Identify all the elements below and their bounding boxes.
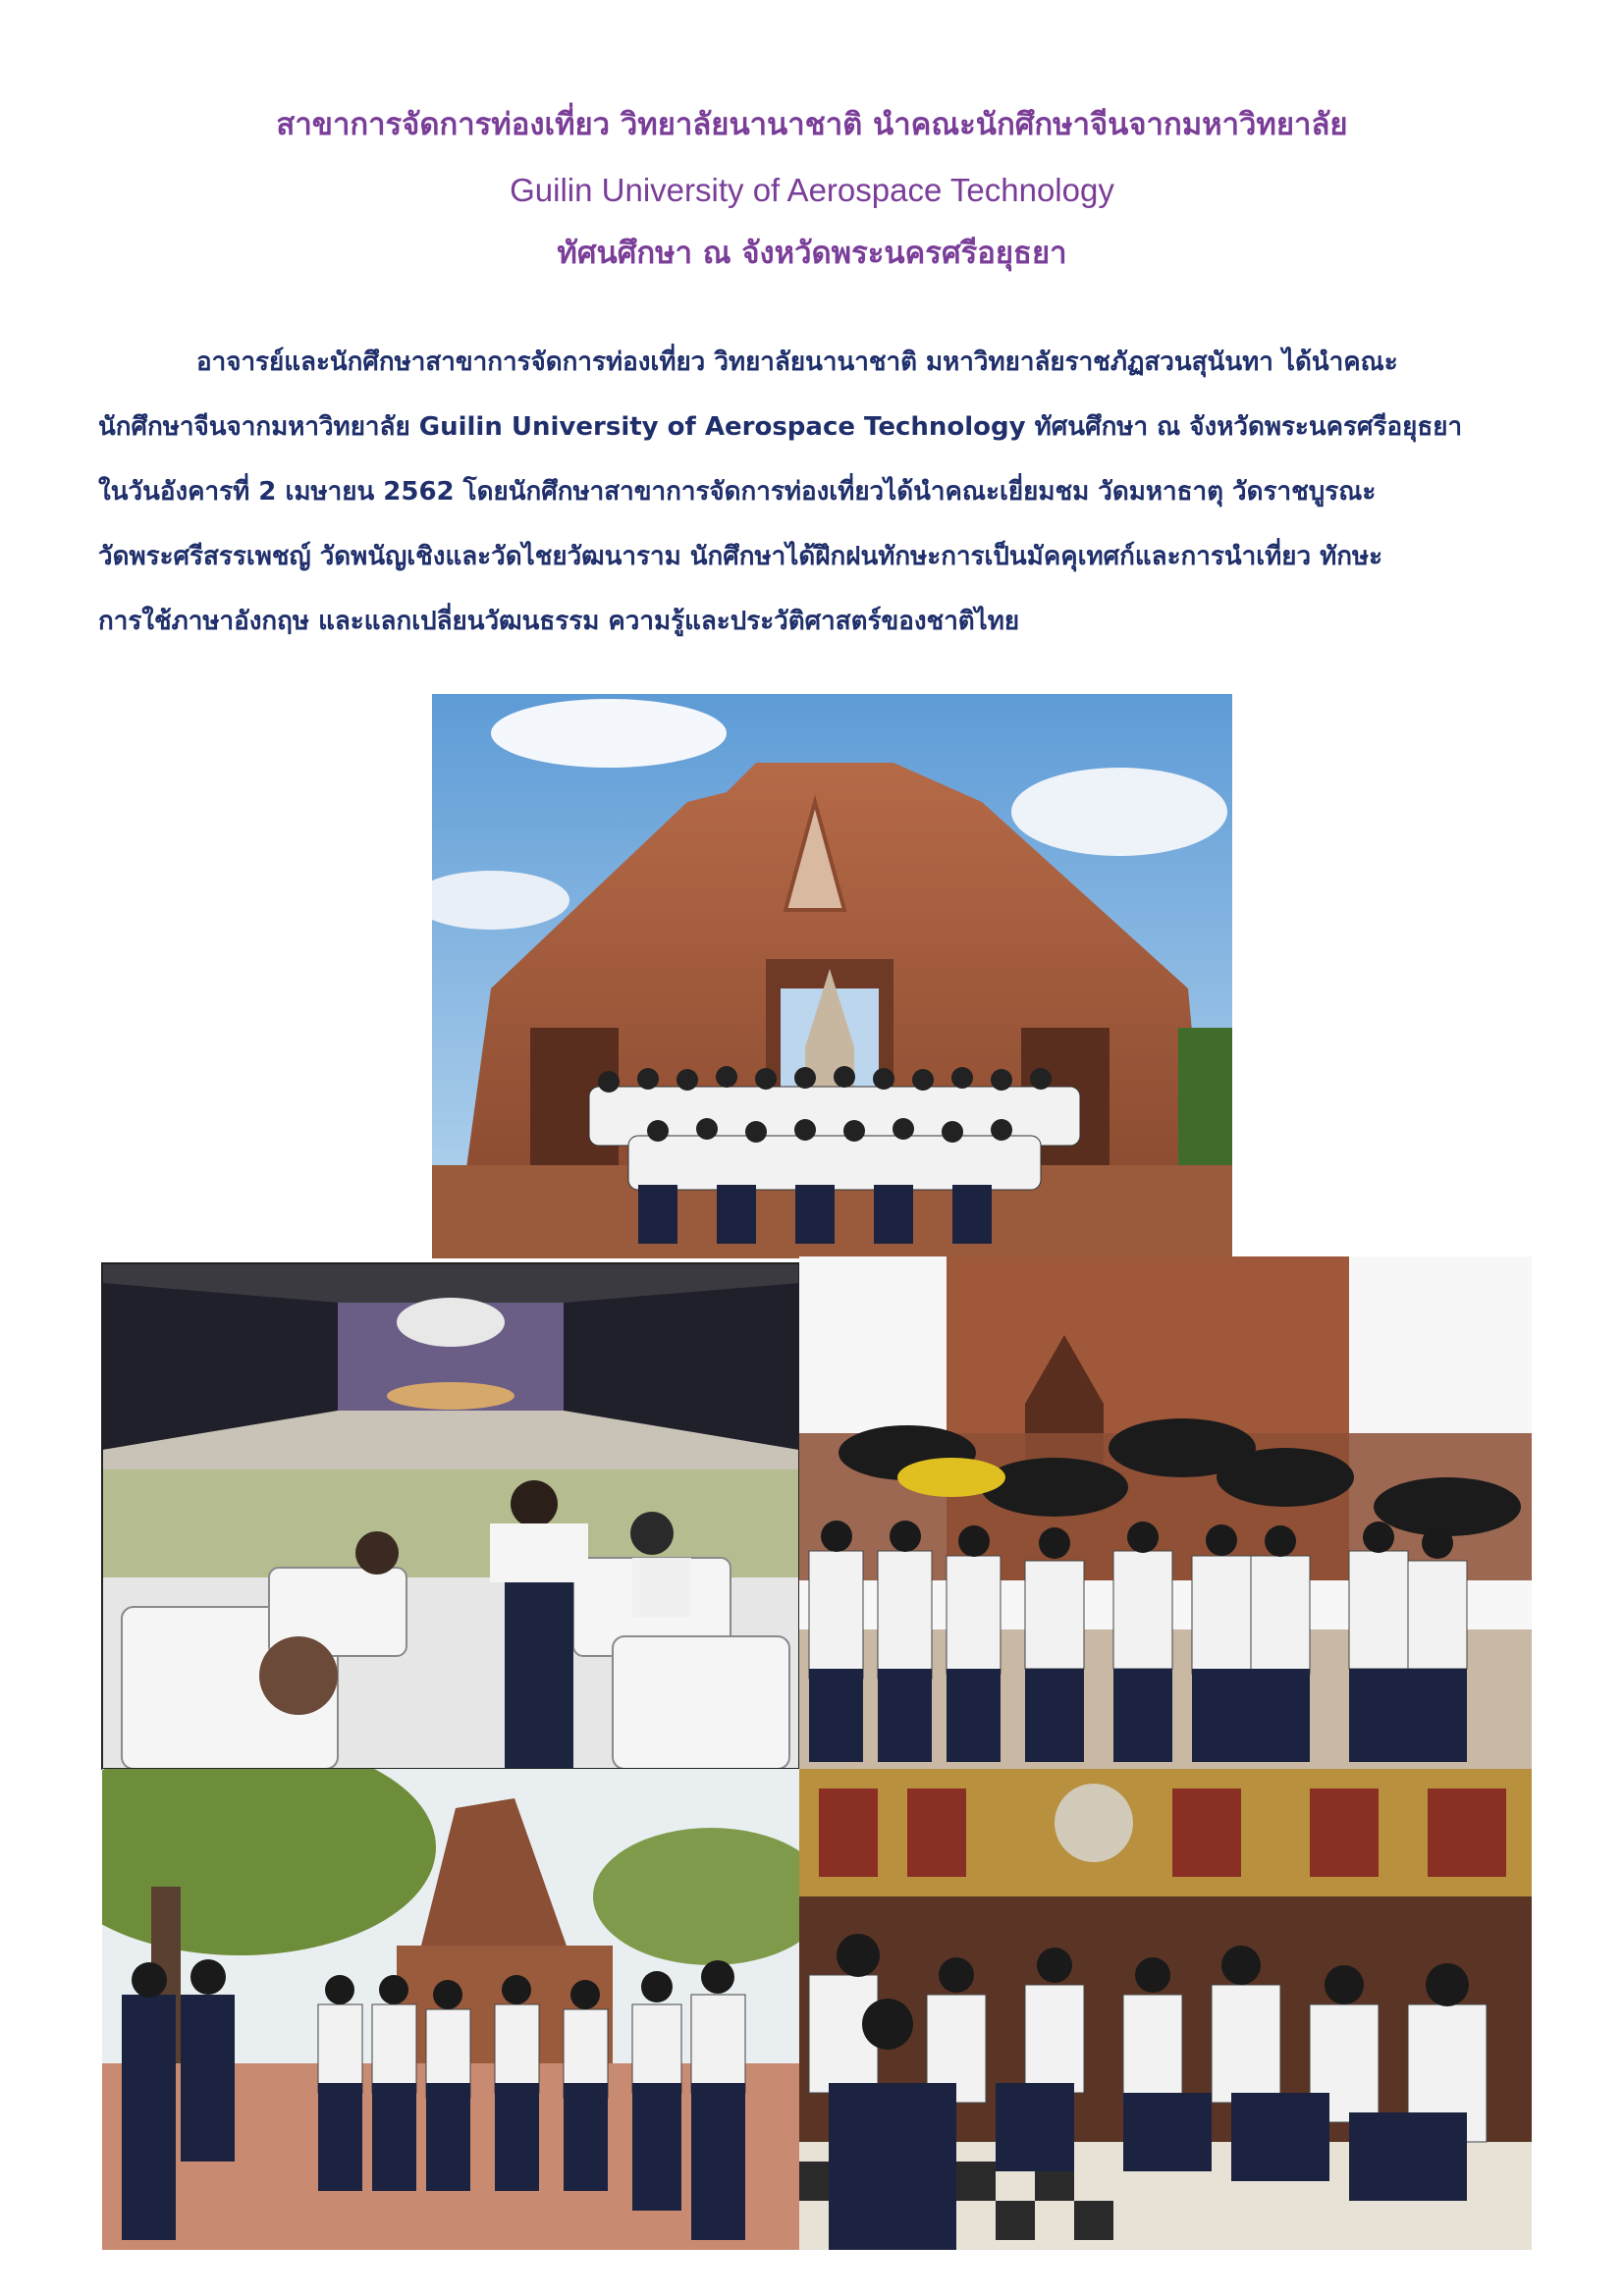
- article-line: ในวันอังคารที่ 2 เมษายน 2562 โดยนักศึกษาสาขาการจัดการท่องเที่ยวได้นำคณะเยี่ยมชม วัดมหาธาตุ วัดราชบูรณะ: [98, 477, 1377, 507]
- park-group-photo: [102, 1769, 799, 2250]
- bus-interior-photo: [102, 1263, 799, 1769]
- article-line: การใช้ภาษาอังกฤษ และแลกเปลี่ยนวัฒนธรรม ความรู้และประวัติศาสตร์ของชาติไทย: [98, 607, 1020, 636]
- title-line-2: Guilin University of Aerospace Technology: [510, 172, 1114, 208]
- article-line: อาจารย์และนักศึกษาสาขาการจัดการท่องเที่ยว วิทยาลัยนานาชาติ มหาวิทยาลัยราชภัฏสวนสุนันทา ได้นำคณะ: [196, 347, 1398, 377]
- temple-group-photo: [432, 694, 1232, 1258]
- temple-hall-photo: [799, 1769, 1532, 2250]
- title-line-3: ทัศนศึกษา ณ จังหวัดพระนครศรีอยุธยา: [557, 236, 1067, 271]
- article-line: นักศึกษาจีนจากมหาวิทยาลัย Guilin University of Aerospace Technology ทัศนศึกษา ณ จังหวัดพระนครศรีอยุธยา: [98, 412, 1463, 442]
- title-line-1: สาขาการจัดการท่องเที่ยว วิทยาลัยนานาชาติ นำคณะนักศึกษาจีนจากมหาวิทยาลัย: [276, 107, 1348, 142]
- article-line: วัดพระศรีสรรเพชญ์ วัดพนัญเชิงและวัดไชยวัฒนาราม นักศึกษาได้ฝึกฝนทักษะการเป็นมัคคุเทศก์และการนำเที่ยว ทักษะ: [98, 542, 1383, 571]
- umbrella-group-photo: [799, 1256, 1532, 1769]
